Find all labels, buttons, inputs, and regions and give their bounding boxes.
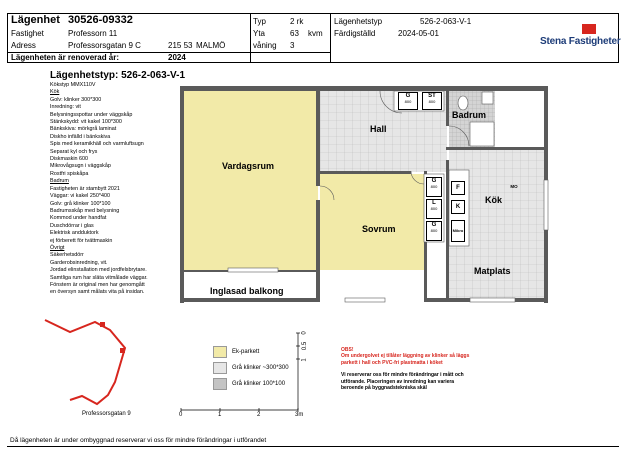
yta-unit: kvm [308,29,323,38]
wall-bad-bottom [446,147,546,150]
spec-line: Inredning: vit [50,104,81,111]
notice-text: Vi reserverar oss för mindre förändringar i mått och utförande. Placeringen av inredning kan variera beroende på byggnadstekniska skäl [341,372,464,392]
room-badrum: Badrum [452,110,487,120]
spec-line: Kökstyp MMX110V [50,82,96,88]
spec-line: Kök [50,89,60,96]
spec-line: en översyn samt målats vita på insidan. [50,289,145,296]
footer-line [7,446,619,447]
spec-line: Diskmaskin 600 [50,156,89,163]
hall-wardrobe-g: G 800 [398,92,418,110]
legend-swatch-klinker300 [213,362,227,374]
spec-line: Rostfri spiskåpa [50,170,89,177]
spec-line: Övrigt [50,244,65,251]
spec-line: Bänkskiva: mörkgrå laminat [50,126,117,133]
notice-red-text: Om undergolvet ej tillåter läggning av klinker så läggs parkett i hall och PVC-fri plastmatta i köket [341,353,470,366]
spec-line: Garderobsinredning, vit. [50,259,108,266]
scale-v05: 0.5 [302,341,309,351]
vaning-value: 3 [290,41,295,50]
renoverad-value: 2024 [168,53,186,62]
room-hall: Hall [370,124,387,134]
fastighet-value: Professorn 11 [68,29,118,38]
spec-line: Badrumsskåp med belysning [50,207,120,214]
logo-text: Stena Fastigheter [540,36,621,47]
spec-line: Samtliga rum har släta vitmålade väggar. [50,274,148,281]
renoverad-label: Lägenheten är renoverad år: [11,53,120,62]
room-balkong: Inglasad balkong [210,286,284,296]
toilet [458,96,468,110]
adress-value: Professorsgatan 9 C [68,41,141,50]
yta-label: Yta [253,29,266,38]
postnr: 215 53 [168,41,193,50]
room-kok: Kök [485,195,503,205]
floor-sovrum [320,174,427,270]
footer-text: Då lägenheten är under ombyggnad reserverar vi oss för mindre förändringar i utförandet [10,437,267,444]
window-sovrum [345,298,385,302]
room-vardagsrum: Vardagsrum [222,161,275,171]
spec-line: Säkerhetsdörr [50,252,84,259]
sovrum-wardrobe-g2: G 800 [426,221,442,241]
scale-h3: 3m [295,412,304,418]
spec-line: Elektrisk andduktork [50,230,99,237]
wall-top [180,86,548,91]
notice [341,347,471,391]
spec-line: Kommod under handfat [50,215,107,222]
street-label: Professorsgatan 9 [82,411,131,417]
typ-value: 2 rk [290,17,304,26]
window-right [544,180,548,230]
spec-line: ej förberett för tvättmaskin [50,237,113,244]
kitchen-freezer: K [451,200,465,214]
typ-label: Typ [253,17,266,26]
spec-line: Mikrovågsugn i väggskåp [50,163,111,170]
lagenhet-label: Lägenhet [11,14,60,26]
yta-value: 63 [290,29,299,38]
wall-kok-left [446,160,449,300]
spec-line: Fönstern är original men har genomgått [50,281,145,288]
lagenhetstyp-value: 526-2-063-V-1 [420,17,472,26]
spec-line: Jordad elinstallation med jordfelsbrytare. [50,267,147,274]
spec-line: Stänkskydd: vit kakel 100*300 [50,119,122,126]
wall-hall-sov [316,171,411,174]
wall-bottom-left [180,298,320,302]
room-sovrum: Sovrum [362,224,396,234]
lagenhetstyp-label: Lägenhetstyp [334,17,383,26]
sovrum-wardrobe-g1: G 800 [426,177,442,197]
hall-wardrobe-st: ST 800 [422,92,442,110]
ort: MALMÖ [196,41,226,50]
spec-line: Belysningsspottar under väggskåp [50,111,133,118]
spec-line: Golv: klinker 300*300 [50,96,102,103]
window-kok [470,298,515,302]
wall-vard-sov [316,200,320,302]
lagenhet-value: 30526-09332 [68,14,133,26]
fastighet-label: Fastighet [11,29,44,38]
window-vardag [228,268,278,272]
legend-klinker100: Grå klinker 100*100 [232,381,286,387]
fardig-value: 2024-05-01 [398,29,439,38]
legend-klinker300: Grå klinker ~300*300 [232,365,289,371]
notice-obs: OBS! [341,347,354,353]
scale-v1: 1 [301,358,308,362]
spec-line: Golv: grå klinker 100*100 [50,200,111,207]
scale-h1: 1 [218,412,222,418]
sink [482,92,493,104]
kitchen-mikro: Mikro [451,220,465,242]
scale-v0: 0 [301,331,308,335]
floor-vardagsrum [183,90,318,270]
scale-h0: 0 [179,412,183,418]
spec-line: Duschdörrar i glas [50,222,94,229]
scale-h2: 2 [257,412,261,418]
shower [470,122,494,146]
kitchen-mo: MO [510,184,518,189]
kitchen-fridge: F [451,181,465,195]
page-title: Lägenhetstyp: 526-2-063-V-1 [50,70,186,81]
spec-line: Spis med keramikhäll och varmluftsugn [50,141,144,148]
wall-hall-kok [446,86,449,126]
legend-swatch-klinker100 [213,378,227,390]
spec-line: Fastigheten är stambytt 2021 [50,185,120,192]
legend-swatch-parkett [213,346,227,358]
sovrum-wardrobe-l: L 800 [426,199,442,219]
vaning-label: våning [253,41,277,50]
fardig-label: Färdigställd [334,29,376,38]
spec-line: Väggar: vi kakel 250*400 [50,193,110,200]
room-matplats: Matplats [474,266,511,276]
spec-line: Diskho infälld i bänkskiva [50,133,111,140]
spec-line: Badrum [50,178,69,185]
adress-label: Adress [11,41,36,50]
spec-line: Separat kyl och frys [50,148,98,155]
legend-parkett: Ek-parkett [232,349,260,355]
